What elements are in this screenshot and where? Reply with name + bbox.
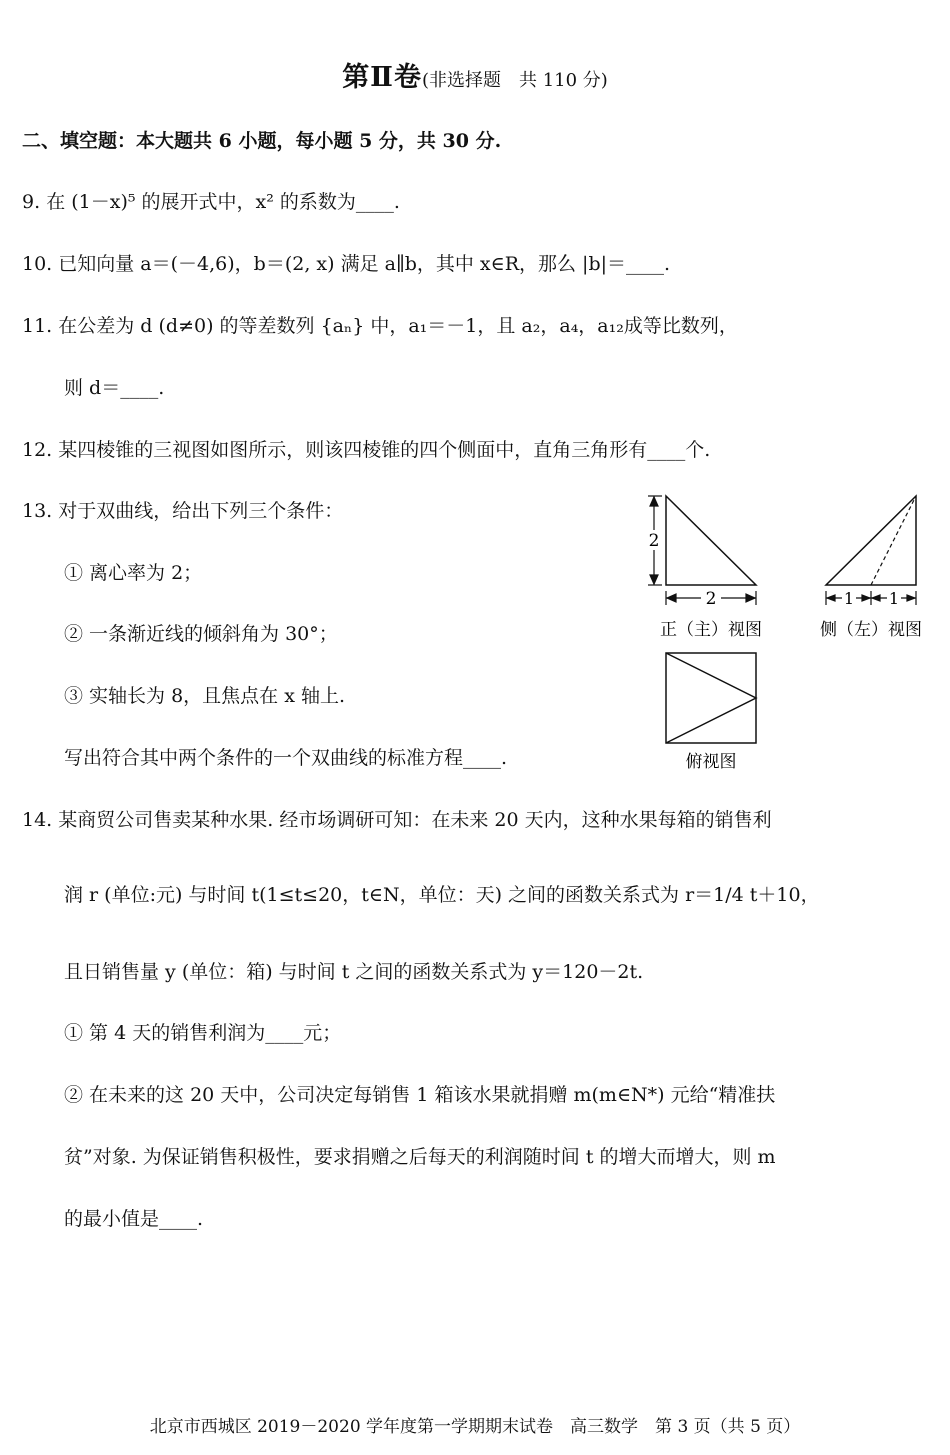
q13-condition-3: ③ 实轴长为 8，且焦点在 x 轴上. [64, 685, 346, 707]
question-9 [22, 187, 400, 214]
question-11 [22, 311, 738, 338]
q13-condition-1: ① 离心率为 2； [64, 562, 203, 584]
front-view-label: 正（主）视图 [660, 620, 762, 640]
question-14 [22, 805, 772, 832]
question-text: 已知向量 a＝(－4,6)，b＝(2, x) 满足 a∥b，其中 x∈R，那么 |b|＝____. [58, 253, 671, 275]
top-view [666, 653, 756, 743]
height-label: 2 [648, 531, 660, 551]
q13-condition-2: ② 一条渐近线的倾斜角为 30°； [64, 623, 338, 645]
side-view-hidden-edge [871, 496, 916, 585]
width-label: 2 [705, 589, 717, 609]
question-text: 某商贸公司售卖某种水果. 经市场调研可知：在未来 20 天内，这种水果每箱的销售利 [58, 809, 772, 831]
side-view [826, 496, 916, 585]
q14-line3: 且日销售量 y (单位：箱) 与时间 t 之间的函数关系式为 y＝120－2t. [64, 961, 644, 983]
title-main: 第Ⅱ卷 [342, 62, 422, 93]
section-heading: 二、填空题：本大题共 6 小题，每小题 5 分，共 30 分. [22, 130, 502, 152]
question-text: 在公差为 d (d≠0) 的等差数列 {aₙ} 中，a₁＝－1，且 a₂，a₄，a₁₂成等比数列， [58, 315, 738, 337]
page-title [0, 55, 950, 94]
side-dimension [826, 591, 916, 605]
side-right-label: 1 [888, 589, 900, 608]
top-view-label: 俯视图 [685, 752, 737, 772]
front-view [666, 496, 756, 585]
question-number: 13. [22, 500, 53, 522]
side-left-label: 1 [843, 589, 855, 608]
title-sub: (非选择题 共 110 分) [421, 70, 608, 91]
question-number: 10. [22, 253, 53, 275]
question-13 [22, 496, 343, 523]
q14-line5: ② 在未来的这 20 天中，公司决定每销售 1 箱该水果就捐赠 m(m∈N*) 元给“精准扶 [64, 1084, 776, 1106]
page-footer: 北京市西城区 2019－2020 学年度第一学期期末试卷 高三数学 第 3 页（共 5 页） [149, 1417, 801, 1437]
q14-line4: ① 第 4 天的销售利润为____元； [64, 1022, 342, 1044]
q14-line7: 的最小值是____. [64, 1208, 204, 1230]
side-view-label: 侧（左）视图 [820, 620, 922, 640]
question-text: 某四棱锥的三视图如图所示，则该四棱锥的四个侧面中，直角三角形有____个. [58, 439, 711, 461]
question-number: 11. [22, 315, 53, 337]
q14-line6: 贫”对象. 为保证销售积极性，要求捐赠之后每天的利润随时间 t 的增大而增大，则 m [64, 1146, 776, 1168]
question-text: 对于双曲线，给出下列三个条件： [58, 500, 344, 522]
question-number: 9. [22, 191, 41, 213]
q13-prompt: 写出符合其中两个条件的一个双曲线的标准方程____. [64, 747, 508, 769]
three-view-figure [630, 490, 940, 780]
question-text: 在 (1－x)⁵ 的展开式中，x² 的系数为____. [46, 191, 400, 213]
question-number: 12. [22, 439, 53, 461]
question-11-line2: 则 d＝____. [64, 377, 165, 399]
q14-line2: 润 r (单位:元) 与时间 t(1≤t≤20，t∈N，单位：天) 之间的函数关系式为 r＝1/4 t＋10， [64, 884, 820, 906]
question-number: 14. [22, 809, 53, 831]
question-10 [22, 249, 670, 276]
question-12 [22, 435, 710, 462]
